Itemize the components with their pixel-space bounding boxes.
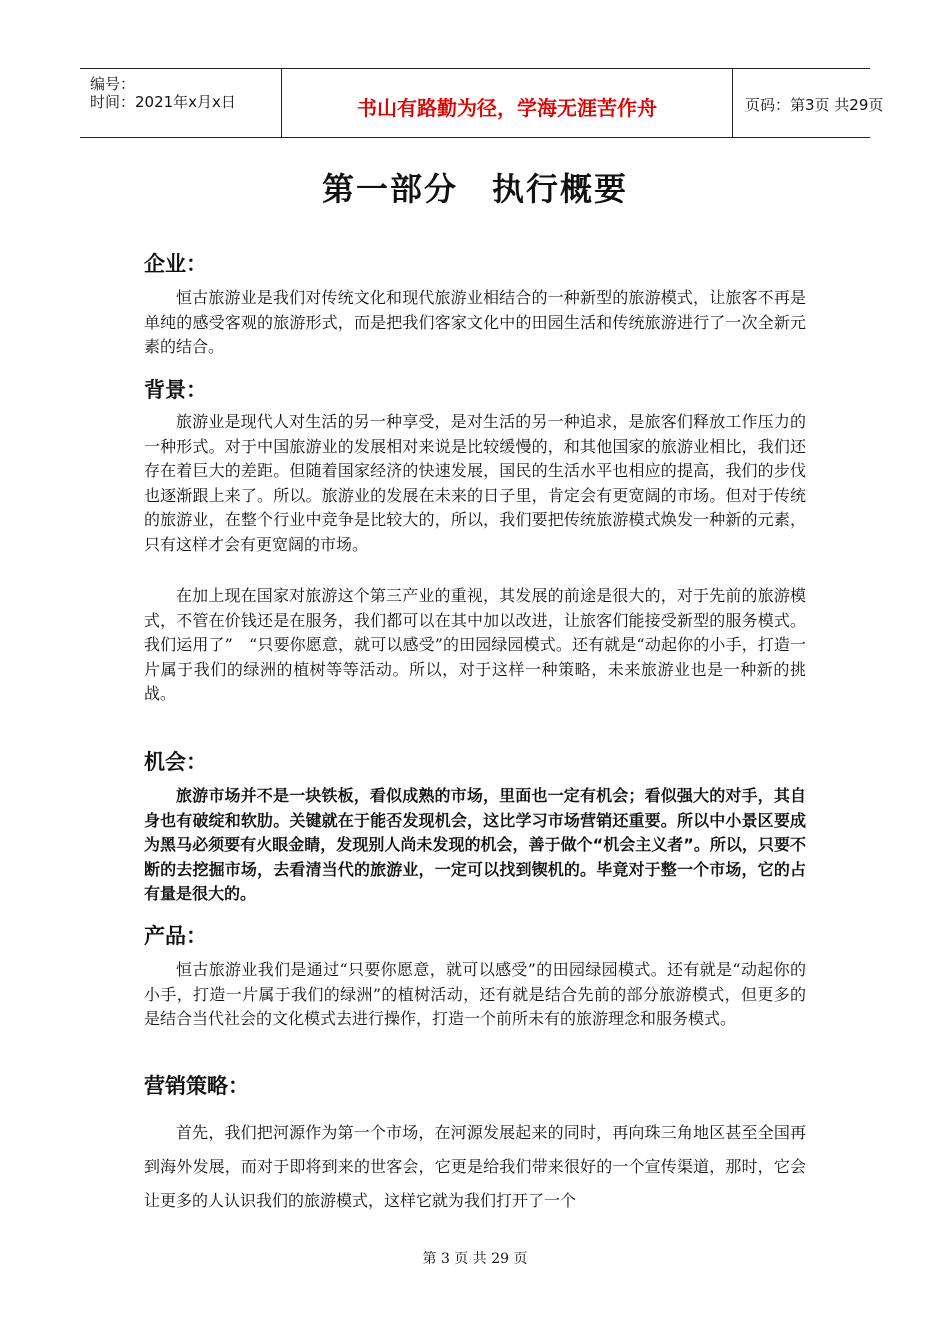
paragraph-background-2: 在加上现在国家对旅游这个第三产业的重视，其发展的前途是很大的，对于先前的旅游模式，不管在价钱还是在服务，我们都可以在其中加以改进，让旅客们能接受新型的服务模式。我们运用了” “只要你愿意，就可以感受”的田园绿园模式。还有就是“动起你的小手，打造一片属于我们的绿洲的植树等等活动。所以，对于这样一种策略，未来旅游业也是一种新的挑战。 (144, 586, 806, 704)
section-heading-opportunity: 机会： (144, 750, 207, 774)
paragraph-company: 恒古旅游业是我们对传统文化和现代旅游业相结合的一种新型的旅游模式，让旅客不再是单纯的感受客观的旅游形式，而是把我们客家文化中的田园生活和传统旅游进行了一次全新元素的结合。 (144, 288, 806, 357)
section-heading-marketing: 营销策略： (144, 1074, 249, 1098)
header-meta-cell (80, 69, 281, 137)
page-header (80, 68, 884, 138)
page-label: 页码：第3页 共29页 (745, 96, 884, 114)
serial-label: 编号： (90, 75, 136, 93)
section-heading-company: 企业： (144, 252, 207, 276)
paragraph-product: 恒古旅游业我们是通过“只要你愿意，就可以感受”的田园绿园模式。还有就是“动起你的小手，打造一片属于我们的绿洲”的植树活动，还有就是结合先前的部分旅游模式，但更多的是结合当代社会的文化模式去进行操作，打造一个前所未有的旅游理念和服务模式。 (144, 960, 806, 1029)
page-footer: 第 3 页 共 29 页 (422, 1251, 528, 1267)
page-title: 第一部分 执行概要 (321, 170, 628, 208)
header-page-cell (733, 69, 884, 137)
header-motto-cell (281, 69, 733, 137)
motto: 书山有路勤为径，学海无涯苦作舟 (357, 96, 657, 120)
section-heading-background: 背景： (144, 378, 207, 402)
paragraph-opportunity: 旅游市场并不是一块铁板，看似成熟的市场，里面也一定有机会；看似强大的对手，其自身也有破绽和软肋。关键就在于能否发现机会，这比学习市场营销还重要。所以中小景区要成为黑马必须要有火眼金睛，发现别人尚未发现的机会，善于做个“机会主义者”。所以，只要不断的去挖掘市场，去看清当代的旅游业，一定可以找到锲机的。毕竟对于整一个市场，它的占有量是很大的。 (144, 786, 806, 904)
time-label: 时间：2021年x月x日 (90, 93, 236, 111)
paragraph-background-1: 旅游业是现代人对生活的另一种享受，是对生活的另一种追求，是旅客们释放工作压力的一种形式。对于中国旅游业的发展相对来说是比较缓慢的，和其他国家的旅游业相比，我们还存在着巨大的差距。但随着国家经济的快速发展，国民的生活水平也相应的提高，我们的步伐也逐渐跟上来了。所以。旅游业的发展在未来的日子里，肯定会有更宽阔的市场。但对于传统的旅游业，在整个行业中竞争是比较大的，所以，我们要把传统旅游模式焕发一种新的元素，只有这样才会有更宽阔的市场。 (144, 412, 806, 554)
paragraph-marketing: 首先，我们把河源作为第一个市场，在河源发展起来的同时，再向珠三角地区甚至全国再到海外发展，而对于即将到来的世客会，它更是给我们带来很好的一个宣传渠道，那时，它会让更多的人认识我们的旅游模式，这样它就为我们打开了一个 (144, 1123, 806, 1210)
section-heading-product: 产品： (144, 924, 207, 948)
